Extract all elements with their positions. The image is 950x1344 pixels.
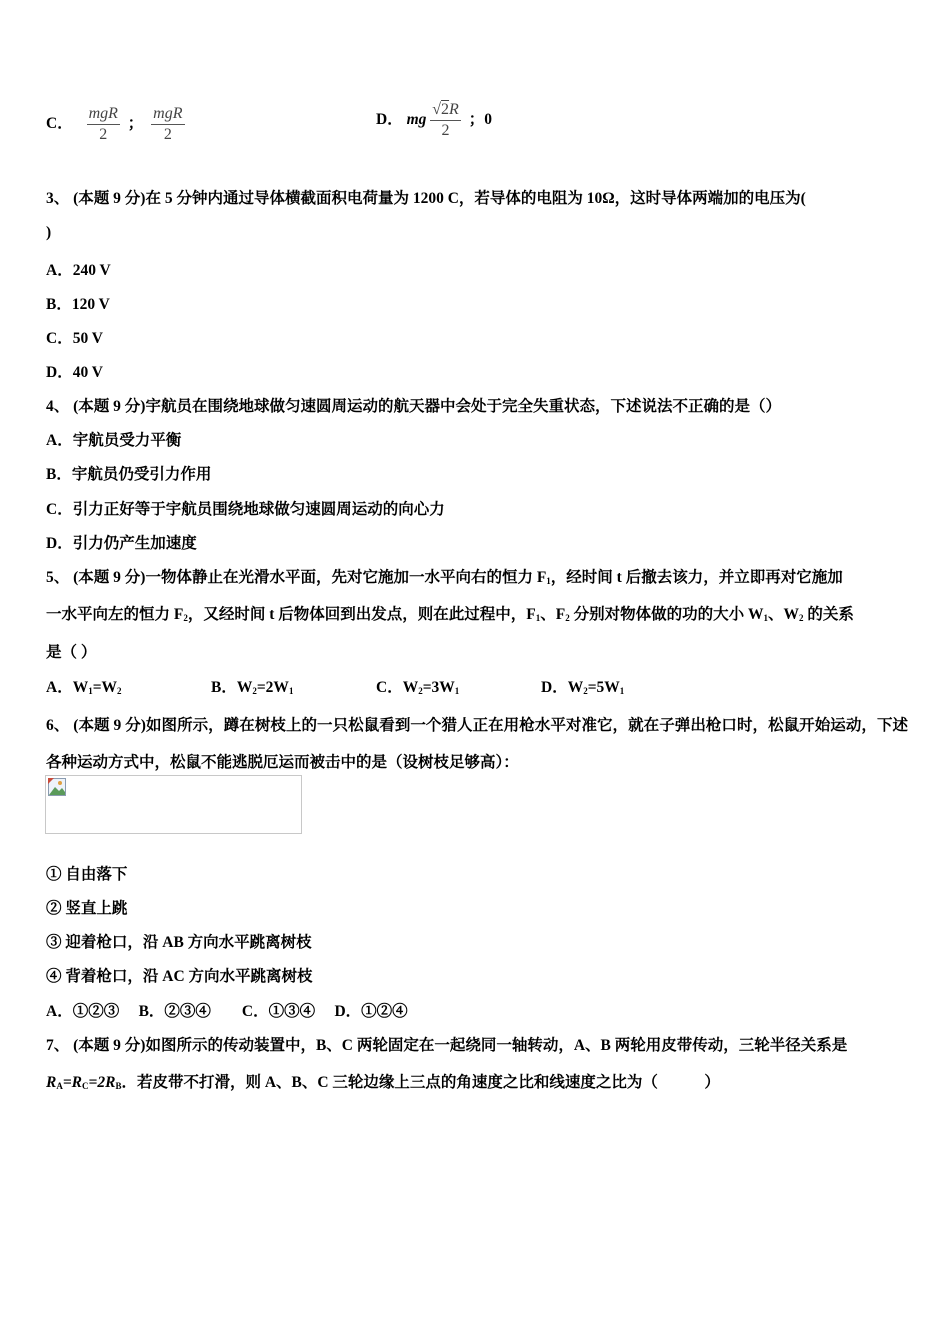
fraction-numerator: mgR bbox=[151, 104, 184, 125]
q5-opt-text: =W bbox=[92, 679, 118, 696]
q7-stem-line2 bbox=[46, 1070, 720, 1092]
q5-opt-text: B．W bbox=[211, 679, 253, 696]
q4-option-a: A．宇航员受力平衡 bbox=[46, 432, 182, 449]
subscript: C bbox=[82, 1081, 89, 1091]
subscript: 2 bbox=[252, 686, 257, 696]
subscript: 2 bbox=[798, 613, 804, 623]
subscript: 1 bbox=[288, 686, 294, 696]
fraction-r: R bbox=[449, 101, 459, 118]
q6-item-1: ① 自由落下 bbox=[46, 866, 128, 883]
q6-answer-options: A．①②③ B．②③④ C．①③④ D．①②④ bbox=[46, 1003, 408, 1020]
subscript: 2 bbox=[583, 686, 588, 696]
subscript: 2 bbox=[117, 686, 122, 696]
q5-text: 的关系 bbox=[803, 606, 854, 623]
q6-figure-placeholder bbox=[45, 775, 302, 834]
q5-opt-text: A．W bbox=[46, 679, 89, 696]
subscript: B bbox=[115, 1081, 122, 1091]
q5-opt-text: =5W bbox=[587, 679, 620, 696]
q2-option-d-fraction bbox=[430, 100, 461, 141]
broken-image-icon bbox=[48, 778, 66, 796]
sqrt-symbol: √ bbox=[432, 101, 442, 118]
q5-text: 分别对物体做的功的大小 W bbox=[569, 606, 764, 623]
subscript: 2 bbox=[418, 686, 423, 696]
q5-options bbox=[46, 675, 706, 697]
q6-item-2: ② 竖直上跳 bbox=[46, 900, 128, 917]
q3-option-b: B．120 V bbox=[46, 296, 110, 313]
q5-stem-line1 bbox=[46, 565, 843, 587]
q4-option-b: B．宇航员仍受引力作用 bbox=[46, 466, 212, 483]
subscript: 1 bbox=[535, 613, 541, 623]
fraction-denominator: 2 bbox=[163, 126, 172, 143]
q5-text: 一水平向左的恒力 F bbox=[46, 606, 184, 623]
q3-option-d: D．40 V bbox=[46, 364, 103, 381]
q5-opt-text: C．W bbox=[376, 679, 419, 696]
q3-stem-line1: 3、 (本题 9 分)在 5 分钟内通过导体横截面积电荷量为 1200 C，若导体的电阻为 10Ω，这时导体两端加的电压为( bbox=[46, 190, 806, 207]
q2-option-d-mg: mg bbox=[406, 111, 427, 129]
q4-option-c: C．引力正好等于宇航员围绕地球做匀速圆周运动的向心力 bbox=[46, 501, 445, 518]
q6-item-3: ③ 迎着枪口，沿 AB 方向水平跳离树枝 bbox=[46, 934, 312, 951]
subscript: 2 bbox=[183, 613, 188, 623]
q5-opt-text: =2W bbox=[256, 679, 289, 696]
q5-text: ，又经时间 t 后物体回到出发点，则在此过程中，F bbox=[187, 606, 536, 623]
q4-stem: 4、 (本题 9 分)宇航员在围绕地球做匀速圆周运动的航天器中会处于完全失重状态，下述说法不正确的是（） bbox=[46, 398, 781, 415]
q2-option-d-tail: ；0 bbox=[468, 111, 492, 129]
q5-text: ，经时间 t 后撤去该力，并立即再对它施加 bbox=[550, 569, 843, 586]
q7-text: ．若皮带不打滑，则 A、B、C 三轮边缘上三点的角速度之比和线速度之比为（ ） bbox=[121, 1074, 720, 1091]
subscript: A bbox=[56, 1081, 63, 1091]
subscript: 1 bbox=[619, 686, 625, 696]
fraction-numerator: mgR bbox=[87, 104, 120, 125]
q7-rc: =R bbox=[62, 1074, 83, 1091]
q5-option-d bbox=[541, 675, 706, 697]
q5-option-a bbox=[46, 675, 211, 697]
q3-option-c: C．50 V bbox=[46, 330, 103, 347]
q5-opt-text: D．W bbox=[541, 679, 584, 696]
subscript: 2 bbox=[565, 613, 570, 623]
q5-text: 、W bbox=[767, 606, 799, 623]
sqrt-radicand: 2 bbox=[441, 101, 450, 118]
q5-opt-text: =3W bbox=[422, 679, 455, 696]
q2-option-c bbox=[46, 104, 185, 145]
q5-option-b bbox=[211, 675, 376, 697]
q6-stem: 6、 (本题 9 分)如图所示，蹲在树枝上的一只松鼠看到一个猎人正在用枪水平对准它，就在子弹出枪口时，松鼠开始运动，下述各种运动方式中，松鼠不能逃脱厄运而被击中的是（设树枝足够高）： bbox=[46, 717, 908, 771]
q3-stem-line2: ) bbox=[46, 224, 52, 241]
q5-text: 5、 (本题 9 分)一物体静止在光滑水平面，先对它施加一水平向右的恒力 F bbox=[46, 569, 547, 586]
q7-rb: =2R bbox=[88, 1074, 116, 1091]
fraction-denominator: 2 bbox=[99, 126, 108, 143]
q4-option-d: D．引力仍产生加速度 bbox=[46, 535, 197, 552]
subscript: 1 bbox=[546, 576, 551, 586]
q7-stem-line1: 7、 (本题 9 分)如图所示的传动装置中，B、C 两轮固定在一起绕同一轴转动，A、B 两轮用皮带传动，三轮半径关系是 bbox=[46, 1037, 848, 1054]
fraction-denominator: 2 bbox=[441, 122, 450, 139]
q5-option-c bbox=[376, 675, 541, 697]
q3-option-a: A．240 V bbox=[46, 262, 111, 279]
q2-option-c-label: C． bbox=[46, 115, 73, 133]
q2-option-c-separator: ； bbox=[127, 115, 144, 133]
q6-item-4: ④ 背着枪口，沿 AC 方向水平跳离树枝 bbox=[46, 968, 313, 985]
subscript: 1 bbox=[454, 686, 460, 696]
q2-option-d-label: D． bbox=[376, 111, 403, 129]
q2-option-d bbox=[376, 100, 492, 141]
fraction-numerator bbox=[430, 100, 461, 121]
subscript: 1 bbox=[88, 686, 93, 696]
q5-stem-line3: 是（ ） bbox=[46, 644, 97, 661]
q2-option-c-fraction-2 bbox=[151, 104, 184, 145]
q2-option-c-fraction-1 bbox=[87, 104, 120, 145]
subscript: 1 bbox=[763, 613, 768, 623]
q5-text: 、F bbox=[540, 606, 566, 623]
q7-ra: R bbox=[46, 1074, 57, 1091]
q5-stem-line2 bbox=[46, 602, 854, 624]
